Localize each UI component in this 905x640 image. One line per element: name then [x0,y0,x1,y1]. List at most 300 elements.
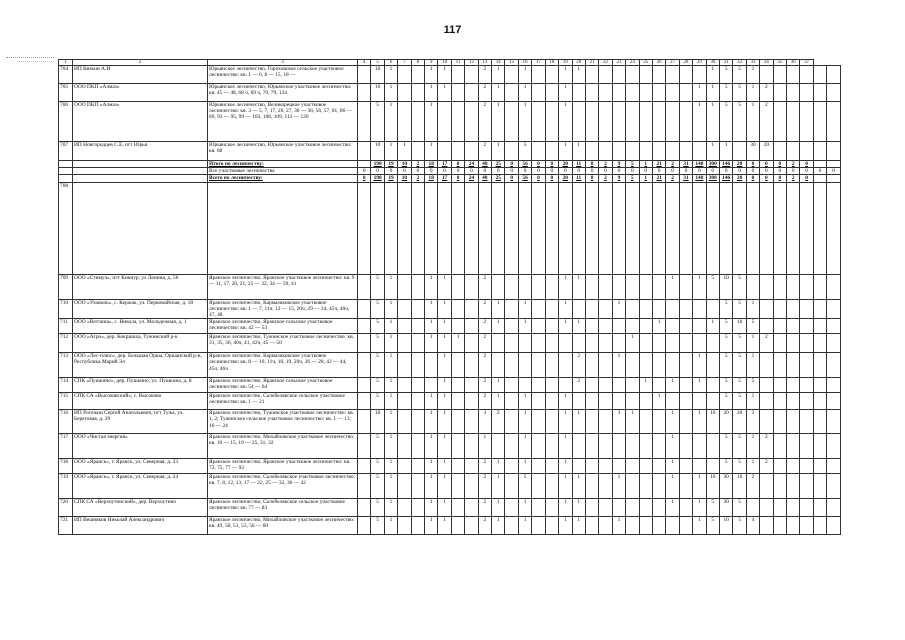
table-cell: 1 [384,410,397,434]
table-cell [465,410,478,434]
table-cell [599,102,612,142]
table-cell: 5 [371,434,384,459]
table-cell [585,474,598,499]
table-cell: 1 [693,474,706,499]
table-cell [465,459,478,474]
table-cell [787,84,800,102]
table-cell: 1 [572,517,585,535]
table-cell [398,353,411,378]
table-cell [773,299,786,319]
table-cell [505,474,518,499]
table-cell: 1 [492,517,505,535]
table-cell [746,182,759,274]
table-cell [492,434,505,459]
table-cell [505,319,518,334]
table-cell [612,378,625,393]
total-label: Все участковые лесничества [208,168,358,175]
table-cell: 1 [492,378,505,393]
total-cell: 0 [800,175,813,182]
table-cell [505,142,518,161]
forestry-location: Яранское лесничество, Салобелякское участковое лесничество: кв. 7, 8, 12, 13, 17 — 22, 25 — 32, 36 — 42 [208,474,358,499]
table-cell: 1 [492,319,505,334]
table-cell [505,66,518,84]
table-cell [532,410,545,434]
table-cell [572,84,585,102]
table-cell [693,299,706,319]
table-cell [599,353,612,378]
organization-name: ООО «Яранск», г. Яранск, ул. Северная, д. 24 [73,474,208,499]
table-cell [773,393,786,410]
table-cell: 1 [438,319,451,334]
table-cell: 20 [719,410,732,434]
table-cell [612,319,625,334]
table-cell: 1 [706,319,719,334]
table-cell [599,474,612,499]
table-cell [585,102,598,142]
table-cell [813,182,826,274]
table-cell [585,274,598,299]
table-cell [358,66,371,84]
table-cell: 10 [371,66,384,84]
table-cell [800,334,813,353]
table-cell: 1 [492,459,505,474]
table-cell [760,378,773,393]
table-cell [773,182,786,274]
forestry-location: Яранское лесничество, Тужинское участковое лесничество: кв. 1, 2; Тужинское сельское участковое лесничество: кв. 1 — 13; 16 — 24 [208,410,358,434]
total-cell: 0 [746,175,759,182]
forestry-location: Яранское лесничество, Кармазиковское участковое лесничество: кв. 1 — 7, 11ч, 12 — 15, 20ч, 29 — 34, 45ч, 46ч, 47, 48 [208,299,358,319]
table-cell [505,182,518,274]
table-cell [800,459,813,474]
table-cell [827,499,840,517]
table-row [59,434,841,459]
table-cell: 1 [384,434,397,459]
table-cell [639,102,652,142]
table-cell: 1 [425,102,438,142]
column-index: 35 [773,60,786,66]
table-cell: 5 [371,474,384,499]
table-cell: 2 [478,66,491,84]
table-cell: 5 [733,517,746,535]
table-cell: 2 [478,274,491,299]
table-cell: 1 [559,474,572,499]
table-cell: 5 [719,299,732,319]
table-cell [451,84,464,102]
table-cell [532,434,545,459]
row-number: 721 [59,517,73,535]
table-cell [787,299,800,319]
table-cell [465,182,478,274]
column-index: 17 [532,60,545,66]
table-cell: 5 [733,66,746,84]
total-cell: 0 [518,168,531,175]
row-number: 705 [59,84,73,102]
table-cell [411,378,424,393]
table-cell [800,319,813,334]
total-cell: 0 [599,168,612,175]
total-cell: 0 [465,168,478,175]
table-cell: 1 [746,353,759,378]
table-cell: 1 [438,353,451,378]
table-cell [827,410,840,434]
table-cell [465,274,478,299]
table-cell: 1 [693,84,706,102]
total-cell: 0 [505,175,518,182]
table-cell [545,378,558,393]
table-cell [438,142,451,161]
total-cell: 0 [532,168,545,175]
table-cell [626,102,639,142]
total-cell: 31 [679,161,692,168]
column-index: 37 [800,60,813,66]
total-cell: 0 [532,161,545,168]
table-cell [652,434,665,459]
table-cell [693,459,706,474]
table-cell: 1 [612,474,625,499]
table-cell [465,102,478,142]
table-cell: 3 [746,410,759,434]
table-cell: 1 [425,434,438,459]
table-cell [465,474,478,499]
table-cell: 1 [572,410,585,434]
table-cell: 1 [666,474,679,499]
table-cell [706,182,719,274]
table-cell: 1 [559,142,572,161]
table-cell: 1 [518,499,531,517]
forestry-location: Яранское лесничество, Яранское сельское участковое лесничество: кв. 42 — 53 [208,319,358,334]
table-cell: 1 [384,459,397,474]
table-cell [518,378,531,393]
table-cell [532,393,545,410]
total-cell: 24 [465,161,478,168]
total-cell: 0 [545,175,558,182]
table-cell [706,459,719,474]
table-cell [532,299,545,319]
column-index: 24 [626,60,639,66]
table-cell [787,182,800,274]
table-cell [800,410,813,434]
table-cell [612,84,625,102]
table-cell [773,499,786,517]
table-cell [505,378,518,393]
table-cell [679,334,692,353]
column-index: 6 [384,60,397,66]
table-cell [679,393,692,410]
table-cell: 1 [652,319,665,334]
table-cell [358,434,371,459]
organization-name: ИП Рогожин Сергей Анатольевич, пгт Тужа, ул. Береговая, д. 29 [73,410,208,434]
column-index: 28 [679,60,692,66]
scan-artifact [18,61,52,62]
table-cell [518,334,531,353]
total-cell: 0 [679,168,692,175]
row-number: 707 [59,142,73,161]
table-cell [599,434,612,459]
table-cell [585,517,598,535]
table-cell: 5 [371,393,384,410]
table-cell [599,84,612,102]
table-cell: 1 [438,393,451,410]
table-cell: 1 [438,274,451,299]
table-cell [827,393,840,410]
total-cell: 148 [693,175,706,182]
table-cell [492,353,505,378]
table-cell [800,142,813,161]
table-cell [465,499,478,517]
total-cell: 0 [384,168,397,175]
table-cell: 1 [746,459,759,474]
table-cell [505,499,518,517]
table-cell: 5 [719,66,732,84]
organization-name: ООО «Агро», дер. Кокршиха, Тужинский р-к [73,334,208,353]
table-cell [465,353,478,378]
table-cell [438,102,451,142]
table-cell: 1 [425,334,438,353]
table-cell [626,299,639,319]
table-cell: 2 [572,378,585,393]
table-cell [545,459,558,474]
table-cell [813,517,826,535]
total-cell: 20 [559,161,572,168]
table-cell [451,142,464,161]
total-cell [358,161,371,168]
table-cell [358,393,371,410]
table-cell: 1 [693,353,706,378]
table-cell [639,517,652,535]
table-cell [599,378,612,393]
table-cell [438,182,451,274]
total-cell: 0 [787,168,800,175]
table-cell: 1 [572,319,585,334]
total-cell [813,161,826,168]
table-cell [398,459,411,474]
table-cell: 1 [384,378,397,393]
table-cell: 2 [746,474,759,499]
total-cell: 19 [384,175,397,182]
table-cell [465,334,478,353]
table-cell [679,102,692,142]
table-cell [626,353,639,378]
total-cell: 0 [773,175,786,182]
forestry-location: Юрьянское лесничество, Гороховское сельское участковое лесничество: кв. 1 — 6, 8 — 15, 18 — [208,66,358,84]
table-cell [639,410,652,434]
table-cell: 1 [572,142,585,161]
column-index: 27 [666,60,679,66]
table-cell: 1 [666,410,679,434]
column-index: 34 [760,60,773,66]
table-cell [652,353,665,378]
table-cell: 5 [733,334,746,353]
table-cell: 1 [492,142,505,161]
total-cell: 0 [639,168,652,175]
table-cell [599,459,612,474]
table-cell [358,274,371,299]
table-cell [679,319,692,334]
table-cell: 1 [706,66,719,84]
organization-name [73,168,208,175]
table-cell [639,274,652,299]
table-cell [773,319,786,334]
table-cell [451,434,464,459]
total-cell [827,161,840,168]
column-index: 29 [693,60,706,66]
table-cell: 1 [384,299,397,319]
table-cell: 1 [384,274,397,299]
table-cell [545,434,558,459]
row-number: 710 [59,299,73,319]
total-cell: 0 [827,168,840,175]
table-cell [398,182,411,274]
total-cell: 0 [505,168,518,175]
total-cell: 20 [733,161,746,168]
column-index: 14 [492,60,505,66]
total-cell: 0 [478,168,491,175]
table-cell [545,410,558,434]
table-cell [398,474,411,499]
table-cell [800,84,813,102]
table-cell [451,182,464,274]
table-cell [572,182,585,274]
table-cell: 1 [492,474,505,499]
table-cell: 5 [706,499,719,517]
table-cell [827,378,840,393]
table-cell [679,299,692,319]
total-cell: 25 [492,161,505,168]
table-cell [398,102,411,142]
table-cell: 5 [371,102,384,142]
table-cell: 1 [746,334,759,353]
table-cell [465,434,478,459]
table-cell [706,299,719,319]
table-cell: 2 [760,84,773,102]
table-cell [612,499,625,517]
table-cell: 1 [746,299,759,319]
table-cell [545,517,558,535]
table-cell [358,353,371,378]
table-cell [545,66,558,84]
table-cell [545,334,558,353]
table-cell: 1 [425,474,438,499]
organization-name: ООО ПКП «Алмаз» [73,84,208,102]
table-cell: 5 [371,517,384,535]
table-cell [411,66,424,84]
table-cell: 1 [706,84,719,102]
table-row [59,474,841,499]
table-cell [532,142,545,161]
column-index: 2 [73,60,208,66]
table-cell [73,182,208,274]
table-cell [827,319,840,334]
table-cell [639,66,652,84]
table-cell: 1 [746,434,759,459]
table-cell [787,378,800,393]
forestry-location: Яранское лесничество, Кармазиковское участковое лесничество: кв. 8 — 10, 11ч, 18, 19, 20ч, 26 — 28, 42 — 44, 45ч, 46ч [208,353,358,378]
table-cell [559,334,572,353]
organization-name: ИП Вязкин А.И [73,66,208,84]
table-cell [411,182,424,274]
table-cell [451,410,464,434]
table-cell [545,182,558,274]
table-cell: 1 [652,393,665,410]
table-cell: 1 [559,459,572,474]
table-cell [532,319,545,334]
table-cell [451,474,464,499]
table-cell [451,102,464,142]
row-number [59,161,73,168]
total-cell: 10 [398,161,411,168]
table-cell: 1 [518,299,531,319]
table-cell [492,334,505,353]
forestry-location: Юрьянское лесничество, Великорецкое участковое лесничество: кв. 3 — 5, 7, 17, 26, 27, 30 — 36, 56, 57, 81, 86 — 89, 93 — 95, 99 — 103, 108, 109, 113 — 120 [208,102,358,142]
table-cell: 1 [384,393,397,410]
table-cell [492,274,505,299]
table-cell [599,393,612,410]
table-cell: 1 [518,393,531,410]
table-cell [652,459,665,474]
table-cell [733,142,746,161]
table-cell [626,142,639,161]
table-cell: 5 [719,378,732,393]
total-cell: 2 [599,161,612,168]
total-cell: 20 [559,175,572,182]
table-row [59,319,841,334]
table-cell [599,66,612,84]
table-cell [398,84,411,102]
table-cell [827,102,840,142]
table-cell [398,378,411,393]
total-cell: 0 [813,168,826,175]
table-cell [800,66,813,84]
table-cell: 1 [666,499,679,517]
table-cell [505,434,518,459]
table-cell [208,182,358,274]
table-cell: 1 [612,517,625,535]
table-cell [639,393,652,410]
table-cell [585,319,598,334]
total-cell: 0 [773,168,786,175]
table-cell [505,299,518,319]
table-cell [545,274,558,299]
table-cell: 1 [518,102,531,142]
row-number: 711 [59,319,73,334]
table-cell [666,299,679,319]
total-cell: 0 [626,168,639,175]
table-cell [787,517,800,535]
table-cell: 5 [371,459,384,474]
table-cell [679,353,692,378]
total-cell: 0 [438,168,451,175]
organization-name: ООО «Яранск», г. Яранск, ул. Северная, д. 23 [73,459,208,474]
table-cell: 1 [438,434,451,459]
table-cell [773,84,786,102]
table-cell: 1 [572,474,585,499]
table-row [59,393,841,410]
table-cell: 1 [559,499,572,517]
table-cell [585,499,598,517]
table-cell [398,517,411,535]
total-cell: 0 [693,168,706,175]
table-cell [451,393,464,410]
total-cell: 0 [612,168,625,175]
row-number: 719 [59,474,73,499]
table-cell [451,517,464,535]
table-cell: 1 [384,334,397,353]
table-cell [572,102,585,142]
table-cell [773,474,786,499]
forestry-location: Яранское лесничество, Тужинское участковое лесничество: кв. 31, 35, 36, 40ч, 41, 42ч, 45 — 50 [208,334,358,353]
table-cell: 5 [719,84,732,102]
table-cell [585,182,598,274]
